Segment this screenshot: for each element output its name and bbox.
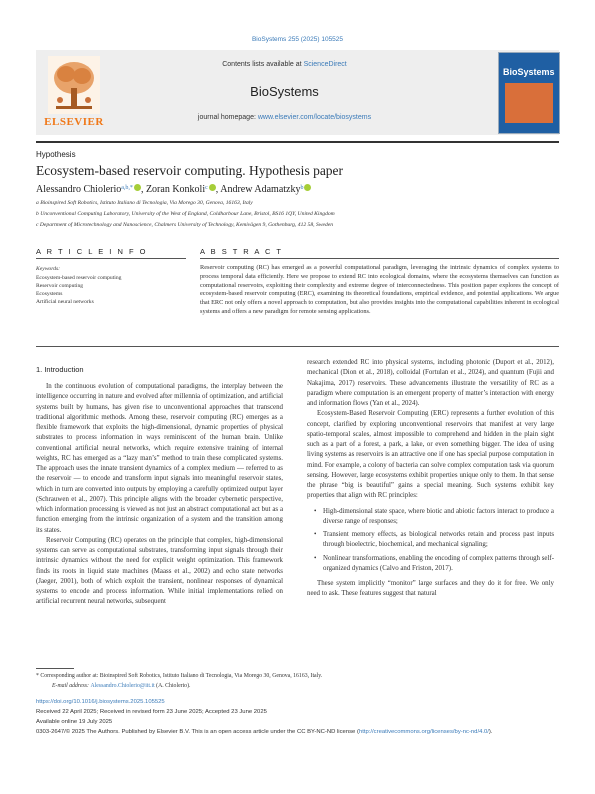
sciencedirect-link[interactable]: ScienceDirect xyxy=(303,61,347,68)
article-type: Hypothesis xyxy=(36,150,76,159)
orcid-icon[interactable] xyxy=(304,184,311,191)
journal-reference[interactable]: BioSystems 255 (2025) 105525 xyxy=(251,36,344,43)
author-affiliation-marks[interactable]: c xyxy=(205,185,208,191)
section-title-introduction: 1. Introduction xyxy=(36,365,84,374)
journal-title: BioSystems xyxy=(250,84,319,99)
list-item: • Nonlinear transformations, enabling the encoding of complex patterns through self-organized dynamics (Calvo and Friston, 2017). xyxy=(323,554,554,575)
keyword-item: Reservoir computing xyxy=(36,283,84,289)
keyword-item: Artificial neural networks xyxy=(36,299,94,305)
cover-title: BioSystems xyxy=(503,67,555,77)
email-label: E-mail address: xyxy=(52,683,91,689)
author-affiliation-marks[interactable]: a,b,* xyxy=(121,185,133,191)
affiliation-b: b Unconventional Computing Laboratory, University of the West of England, Coldharbour Lane, Bristol, BS16 1QY, United Kingdom xyxy=(36,211,335,217)
author-list xyxy=(36,184,311,195)
list-item: • High-dimensional state space, where biotic and abiotic factors interact to produce a diverse range of responses; xyxy=(323,507,554,528)
license-link[interactable]: http://creativecommons.org/licenses/by-nc-nd/4.0/ xyxy=(358,729,489,735)
journal-homepage-link[interactable]: www.elsevier.com/locate/biosystems xyxy=(257,114,372,121)
corresponding-author-note: * Corresponding author at: Bioinspired Soft Robotics, Istituto Italiano di Tecnologia, Via Morego 30, Genova, 16163, Italy. xyxy=(36,673,323,679)
orcid-icon[interactable] xyxy=(134,184,141,191)
body-column-left xyxy=(36,382,283,608)
orcid-icon[interactable] xyxy=(209,184,216,191)
body-paragraph: Ecosystem-Based Reservoir Computing (ERC) represents a further evolution of this concept, clarified by exploring unconventional reservoirs that manifest at very large spatio-temporal scales, almost impossible to comprehend and hidden in the plain sight such as a part of a forest, a park, a lake, or even something bigger. The idea of using living systems as reservoirs is an attractive one if one has special purpose computation in mind. For example, a colony of bacteria can solve complex computation task via quorum sensing. However, large ecosystems exhibit properties unique only to them. In that sense the phrase “big is beautiful” gains a special meaning. Such systems exhibit key properties that align with RC principles: xyxy=(307,410,554,500)
author-separator: , xyxy=(215,184,221,195)
contents-available-line xyxy=(112,61,457,68)
keyword-item: Ecosystem-based reservoir computing xyxy=(36,275,122,281)
journal-cover-thumbnail[interactable] xyxy=(498,52,560,134)
email-suffix: (A. Chiolerio). xyxy=(154,683,191,689)
keywords-label: Keywords: xyxy=(36,266,61,272)
keyword-item: Ecosystems xyxy=(36,291,63,297)
article-title: Ecosystem-based reservoir computing. Hypothesis paper xyxy=(36,163,344,178)
author-email-link[interactable]: Alessandro.Chiolerio@iit.it xyxy=(90,683,155,689)
cover-image xyxy=(505,83,553,123)
article-history: Received 22 April 2025; Received in revised form 23 June 2025; Accepted 23 June 2025 xyxy=(36,709,267,715)
homepage-prefix: journal homepage: xyxy=(197,114,258,121)
author-affiliation-marks[interactable]: b xyxy=(300,185,304,191)
article-info-divider xyxy=(36,258,186,259)
footnote-divider xyxy=(36,668,74,669)
header-divider xyxy=(36,141,559,143)
body-paragraph: These system implicitly “monitor” large surfaces and they do it for free. We only need to ask. These features suggest that natural xyxy=(307,580,554,598)
author-separator: , xyxy=(140,184,146,195)
affiliation-c: c Department of Microtechnology and Nanoscience, Chalmers University of Technology, Kemivägen 9, Gothenburg, 412 58, Sweden xyxy=(36,222,334,228)
license-statement xyxy=(36,728,559,737)
elsevier-wordmark: ELSEVIER xyxy=(44,116,104,128)
contents-prefix: Contents lists available at xyxy=(222,61,304,68)
body-paragraph: In the continuous evolution of computational paradigms, the interplay between the intelligence occurring in nature and evolved after millennia of optimization, and artificial systems built by humans, has given rise to unconventional approaches that transcend traditional algorithmic methods. Among these, reservoir computing (RC) emerges as a flexible framework that exploits the high-dimensional, dynamic properties of physical substrates to process information in ways reminiscent of the human brain. Unlike conventional artificial neural networks, which require extensive training of internal weights, RC has emerged as a “lazy man’s” method to train these complicated systems. The approach uses the innate transient dynamics of a complex medium — referred to as the reservoir — to encode and transform input signals into meaningful reservoir states, which in turn are converted into outputs by employing a carefully optimized output layer (Schrauwen et al., 2007). This principle aligns with the broader cybernetic perspective, which information processing is viewed as not just an abstract computational act but as a function emerging from the intrinsic organization of a system and the transition among its states. xyxy=(36,383,283,534)
elsevier-tree-icon xyxy=(48,56,100,114)
property-list xyxy=(307,507,554,575)
doi-link[interactable]: https://doi.org/10.1016/j.biosystems.2025.105525 xyxy=(36,699,165,705)
author-name[interactable]: Zoran Konkoli xyxy=(145,184,206,195)
author-name[interactable]: Andrew Adamatzky xyxy=(220,184,301,195)
author-name[interactable]: Alessandro Chiolerio xyxy=(36,184,122,195)
abstract-heading: A B S T R A C T xyxy=(200,247,283,256)
license-suffix: ). xyxy=(488,729,493,735)
article-info-heading: A R T I C L E I N F O xyxy=(36,247,148,256)
abstract-bottom-divider xyxy=(36,346,559,347)
abstract-divider xyxy=(200,258,559,259)
body-column-right xyxy=(307,358,554,600)
journal-homepage-line xyxy=(112,114,457,121)
list-item: • Transient memory effects, as biological networks retain and process past inputs through bioelectric, biochemical, and mechanical signaling; xyxy=(323,530,554,551)
affiliation-a: a Bioinspired Soft Robotics, Istituto Italiano di Tecnologia, Via Morego 30, Genova, 16163, Italy xyxy=(36,200,253,206)
email-note xyxy=(52,683,190,689)
license-prefix: 0303-2647/© 2025 The Authors. Published by Elsevier B.V. This is an open access article under the CC BY-NC-ND license ( xyxy=(36,729,359,735)
body-paragraph: research extended RC into physical systems, including photonic (Duport et al., 2012), mechanical (Dion et al., 2018), colloidal (Fortulan et al., 2024), and quantum (Fujii and Nakajima, 2017) reservoirs. These advancements illustrate the versatility of RC as a paradigm where computation is an emergent property of matter’s interaction with energy and information flows (Yan et al., 2024). xyxy=(307,359,554,407)
available-online-date: Available online 19 July 2025 xyxy=(36,719,113,725)
body-paragraph: Reservoir Computing (RC) operates on the principle that complex, high-dimensional systems can serve as computational substrates, transforming input signals through their intrinsic dynamics without the need for explicit weight optimization. This framework finds its roots in liquid state machines (Maass et al., 2002) and echo state networks (Jaeger, 2001), both of which exploit the transient, nonlinear responses of dynamical systems to encode and process information. While initial implementations relied on artificial recurrent neural networks, subsequent xyxy=(36,536,283,606)
abstract-body: Reservoir computing (RC) has emerged as a powerful computational paradigm, leveraging the intrinsic dynamics of complex systems to process temporal data efficiently. Here we propose to extend RC into ecological domains, where the ecosystems themselves can function as computational reservoirs, exploiting their complexity and extreme degree of interconnectedness. This position paper explores the concept of ecosystem-based reservoir computing (ERC), examining its theoretical foundations, empirical evidence, and potential applications. We argue that ERC not only offers a novel approach to computation, but also provides insights into the computational capabilities inherent in ecological systems and offers a new paradigm for remote sensing applications. xyxy=(200,264,559,315)
elsevier-logo[interactable] xyxy=(36,50,112,135)
